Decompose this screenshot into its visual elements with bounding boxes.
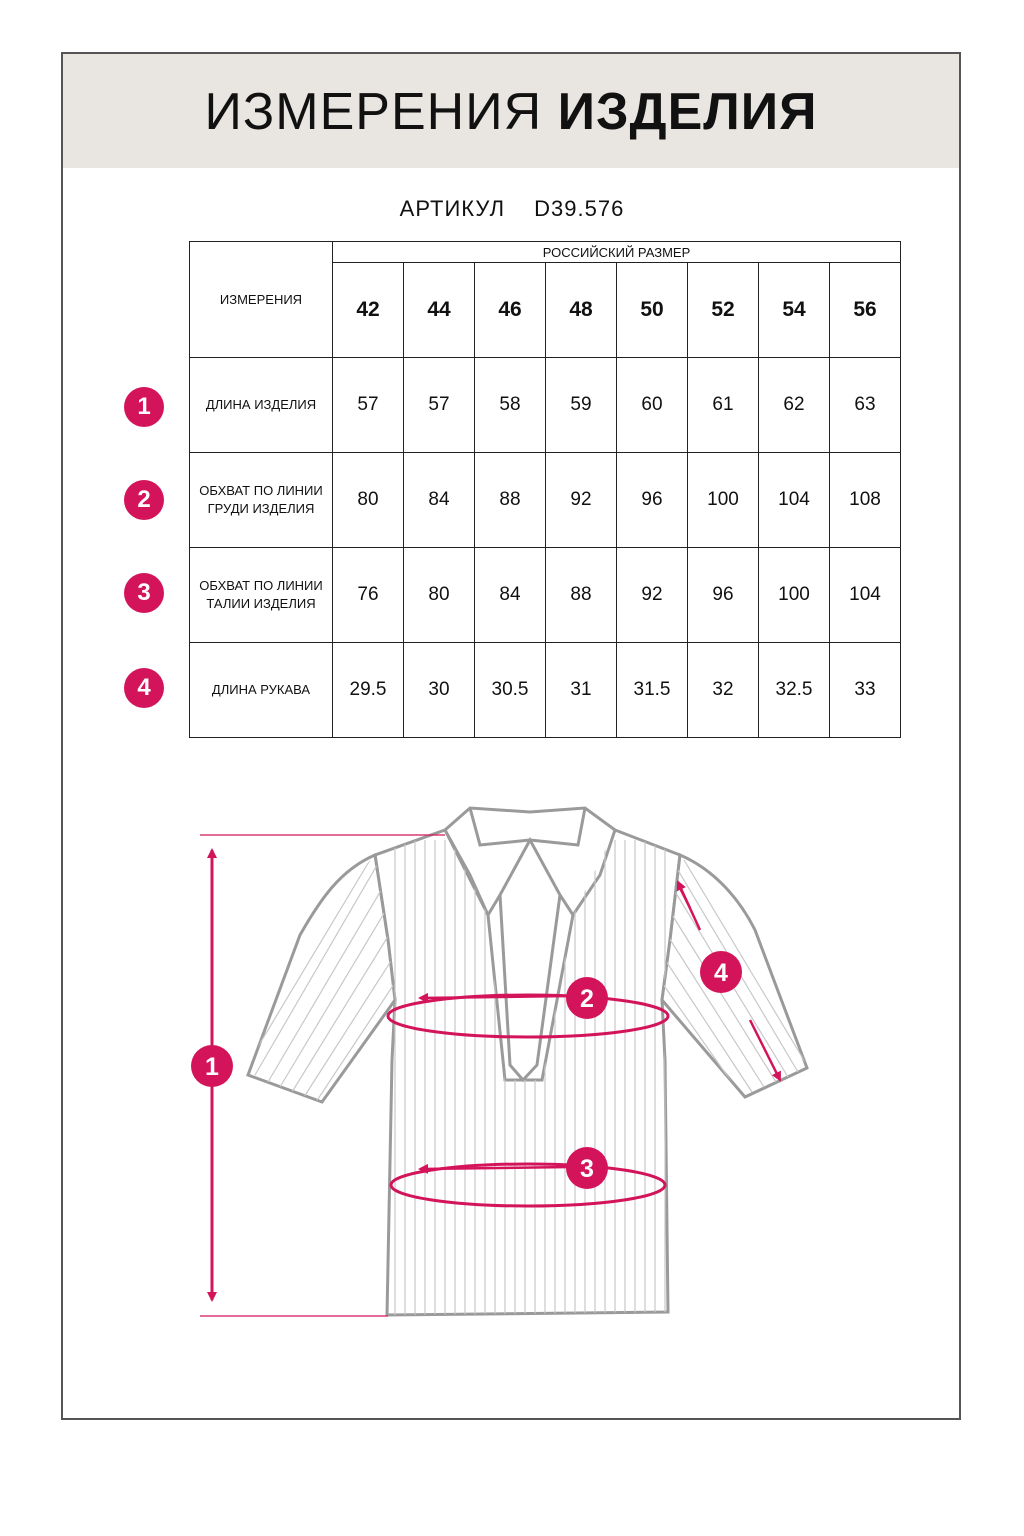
table-cell: 84: [475, 548, 546, 643]
table-cell: 61: [688, 358, 759, 453]
size-header: 42: [333, 263, 404, 358]
row-number-badge: 2: [124, 480, 164, 520]
size-header: 54: [759, 263, 830, 358]
size-header: 50: [617, 263, 688, 358]
article-value: D39.576: [534, 196, 625, 221]
marker-label: 1: [205, 1053, 219, 1081]
table-cell: 57: [333, 358, 404, 453]
row-number-badge: 4: [124, 668, 164, 708]
table-cell: 92: [617, 548, 688, 643]
table-cell: 108: [830, 453, 901, 548]
row-label: ОБХВАТ ПО ЛИНИИ ТАЛИИ ИЗДЕЛИЯ: [190, 548, 333, 643]
table-cell: 29.5: [333, 643, 404, 738]
sweater-outline: [248, 808, 807, 1315]
size-header: 48: [546, 263, 617, 358]
table-cell: 31.5: [617, 643, 688, 738]
marker-label: 4: [714, 959, 728, 987]
table-cell: 104: [830, 548, 901, 643]
table-cell: 88: [475, 453, 546, 548]
table-cell: 31: [546, 643, 617, 738]
size-header: 52: [688, 263, 759, 358]
table-cell: 58: [475, 358, 546, 453]
table-cell: 92: [546, 453, 617, 548]
size-header: 46: [475, 263, 546, 358]
table-cell: 88: [546, 548, 617, 643]
table-cell: 62: [759, 358, 830, 453]
table-cell: 100: [688, 453, 759, 548]
row-label: ДЛИНА РУКАВА: [190, 643, 333, 738]
table-cell: 32.5: [759, 643, 830, 738]
table-cell: 30.5: [475, 643, 546, 738]
table-cell: 84: [404, 453, 475, 548]
table-cell: 60: [617, 358, 688, 453]
marker-label: 2: [580, 985, 594, 1013]
table-cell: 33: [830, 643, 901, 738]
table-cell: 100: [759, 548, 830, 643]
row-label: ОБХВАТ ПО ЛИНИИ ГРУДИ ИЗДЕЛИЯ: [190, 453, 333, 548]
table-cell: 63: [830, 358, 901, 453]
table-cell: 96: [617, 453, 688, 548]
row-number-badge: 1: [124, 387, 164, 427]
article-label: АРТИКУЛ: [399, 196, 506, 221]
marker-label: 3: [580, 1155, 594, 1183]
table-cell: 80: [404, 548, 475, 643]
table-cell: 76: [333, 548, 404, 643]
table-cell: 57: [404, 358, 475, 453]
table-cell: 80: [333, 453, 404, 548]
title-light: ИЗМЕРЕНИЯ: [204, 83, 543, 141]
table-cell: 30: [404, 643, 475, 738]
size-header: 44: [404, 263, 475, 358]
size-header: 56: [830, 263, 901, 358]
table-cell: 32: [688, 643, 759, 738]
size-group-header: РОССИЙСКИЙ РАЗМЕР: [333, 242, 901, 263]
table-cell: 59: [546, 358, 617, 453]
title-bold: ИЗДЕЛИЯ: [557, 83, 818, 141]
table-cell: 104: [759, 453, 830, 548]
table-cell: 96: [688, 548, 759, 643]
row-label: ДЛИНА ИЗДЕЛИЯ: [190, 358, 333, 453]
row-number-badge: 3: [124, 573, 164, 613]
measurements-header: ИЗМЕРЕНИЯ: [190, 242, 333, 358]
